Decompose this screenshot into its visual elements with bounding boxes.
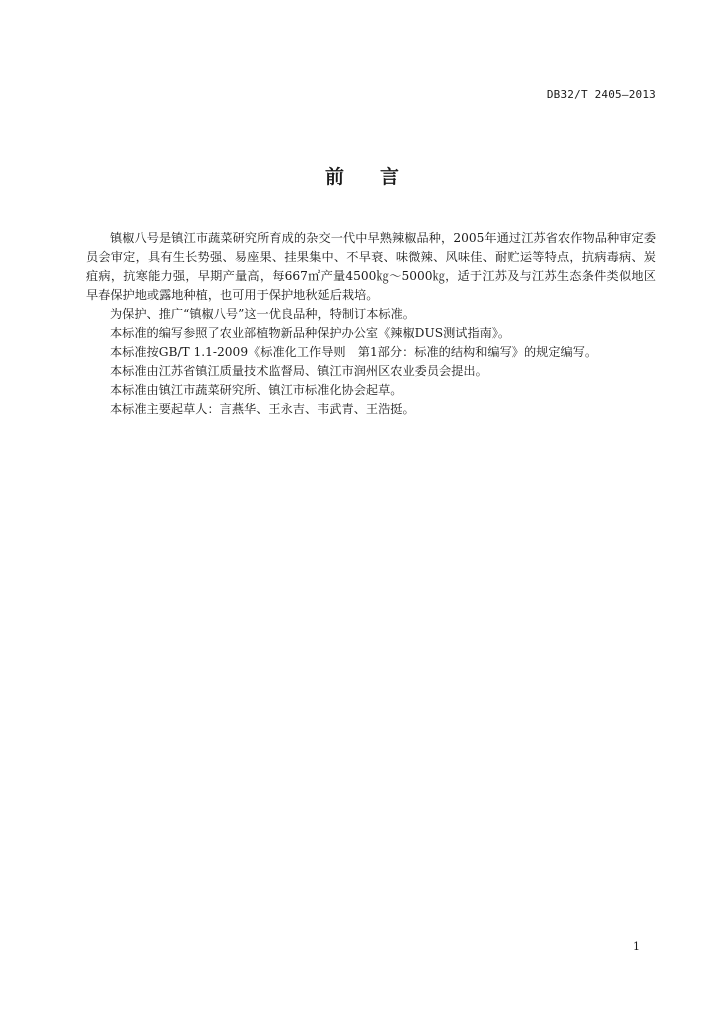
paragraph-intro: 镇椒八号是镇江市蔬菜研究所育成的杂交一代中早熟辣椒品种，2005年通过江苏省农作物品种审定委员会审定，具有生长势强、易座果、挂果集中、不早衰、味微辣、风味佳、耐贮运等特点，抗病毒病、炭疽病，抗寒能力强，早期产量高，每667㎡产量4500㎏～5000㎏，适于江苏及与江苏生态条件类似地区早春保护地或露地种植，也可用于保护地秋延后栽培。 xyxy=(86,231,656,302)
standard-code: DB32/T 2405—2013 xyxy=(546,88,656,101)
foreword-body xyxy=(86,229,656,419)
paragraph-drafting-rules: 本标准按GB/T 1.1-2009《标准化工作导则 第1部分：标准的结构和编写》的规定编写。 xyxy=(110,345,598,359)
page-title xyxy=(0,162,724,189)
page-title-char: 前 xyxy=(324,166,344,188)
paragraph-proposer: 本标准由江苏省镇江质量技术监督局、镇江市润州区农业委员会提出。 xyxy=(110,364,488,378)
page-number: 1 xyxy=(633,940,640,953)
paragraph-drafters: 本标准主要起草人：言燕华、王永吉、韦武青、王浩挺。 xyxy=(110,402,415,416)
paragraph-reference: 本标准的编写参照了农业部植物新品种保护办公室《辣椒DUS测试指南》。 xyxy=(110,326,511,340)
page-title-char: 言 xyxy=(380,166,400,188)
paragraph-drafting-org: 本标准由镇江市蔬菜研究所、镇江市标准化协会起草。 xyxy=(110,383,403,397)
paragraph-purpose: 为保护、推广“镇椒八号”这一优良品种，特制订本标准。 xyxy=(110,307,415,321)
